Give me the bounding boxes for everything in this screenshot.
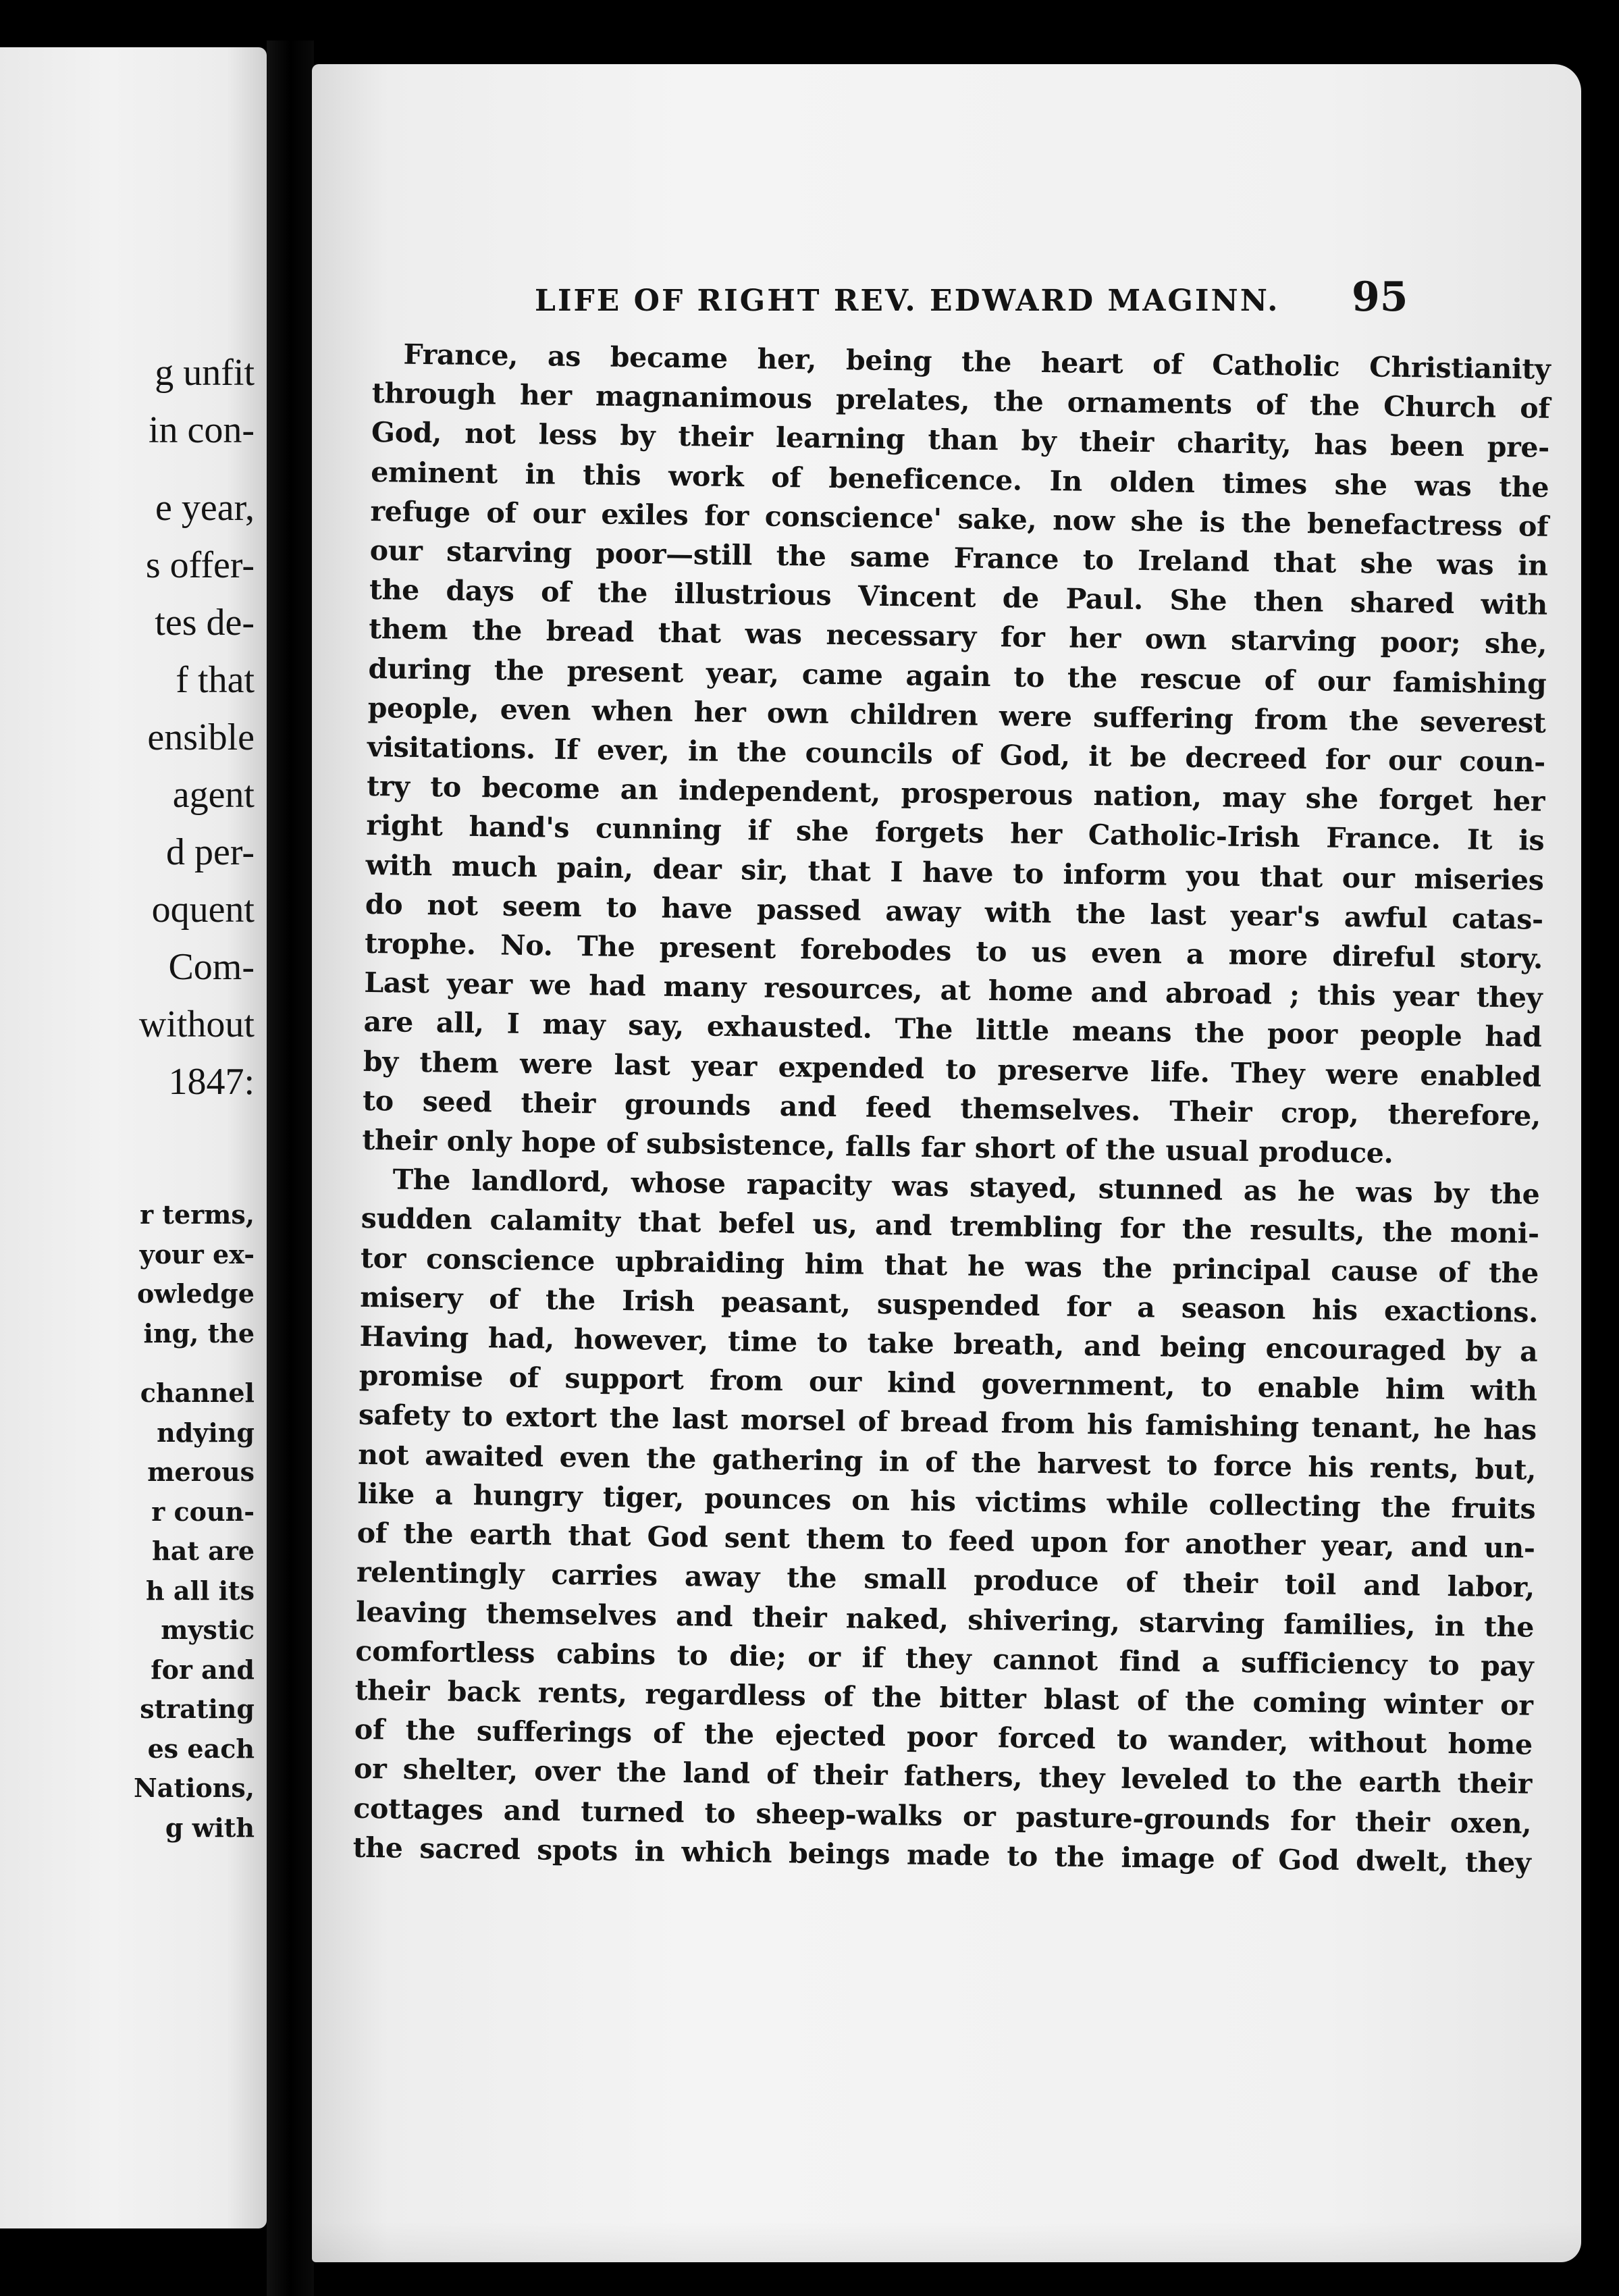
text-line: Last year we had many resources, at home and abroad ; this year they bbox=[364, 966, 1543, 1015]
left-page-fragment: Nations, bbox=[134, 1773, 255, 1803]
text-line: The landlord, whose rapacity was stayed, stunned as he was by the bbox=[392, 1163, 1540, 1211]
text-line: of the sufferings of the ejected poor forced to wander, without home bbox=[354, 1713, 1533, 1761]
left-page-fragment: f that bbox=[176, 659, 255, 701]
text-line: refuge of our exiles for conscience' sake, now she is the benefactress of bbox=[370, 494, 1549, 543]
text-line: Having had, however, time to take breath, and being encouraged by a bbox=[359, 1320, 1538, 1368]
left-page-fragment: oquent bbox=[151, 889, 255, 931]
left-page-fragment: d per- bbox=[165, 831, 255, 873]
left-page-fragment: without bbox=[138, 1003, 255, 1045]
left-page-fragment: e year, bbox=[155, 487, 255, 529]
text-line: visitations. If ever, in the councils of God, it be decreed for our coun- bbox=[367, 730, 1546, 779]
left-page-fragment: ensible bbox=[147, 716, 255, 758]
text-line: tor conscience upbraiding him that he was the principal cause of the bbox=[360, 1241, 1539, 1290]
text-line: or shelter, over the land of their fathers, they leveled to the earth their bbox=[353, 1752, 1533, 1800]
left-page-fragment: s offer- bbox=[145, 544, 255, 586]
text-line: by them were last year expended to preserve life. They were enabled bbox=[363, 1045, 1542, 1093]
body-text bbox=[352, 334, 1551, 1883]
left-page-fragment: r terms, bbox=[140, 1199, 255, 1230]
main-page bbox=[312, 64, 1581, 2262]
text-line: people, even when her own children were suffering from the severest bbox=[367, 691, 1546, 739]
text-line: to seed their grounds and feed themselves. Their crop, therefore, bbox=[362, 1084, 1541, 1132]
text-line: trophe. No. The present forebodes to us even a more direful story. bbox=[364, 927, 1543, 975]
text-line: the sacred spots in which beings made to the image of God dwelt, they bbox=[352, 1831, 1531, 1879]
text-line: not awaited even the gathering in of the harvest to force his rents, but, bbox=[357, 1438, 1537, 1486]
left-page-fragment: h all its bbox=[146, 1575, 255, 1606]
left-page-fragment: tes de- bbox=[155, 602, 255, 644]
text-line: with much pain, dear sir, that I have to inform you that our miseries bbox=[365, 848, 1544, 897]
left-page-fragment: channel bbox=[140, 1378, 255, 1408]
text-line: of the earth that God sent them to feed upon for another year, and un- bbox=[356, 1516, 1535, 1565]
left-page-fragment: in con- bbox=[148, 409, 255, 451]
left-page-fragment: g unfit bbox=[155, 352, 255, 394]
text-line: try to become an independent, prosperous nation, may she forget her bbox=[366, 770, 1545, 818]
text-line: leaving themselves and their naked, shivering, starving families, in the bbox=[355, 1595, 1535, 1644]
text-line: through her magnanimous prelates, the ornaments of the Church of bbox=[371, 377, 1551, 425]
text-line: like a hungry tiger, pounces on his victims while collecting the fruits bbox=[357, 1477, 1536, 1525]
left-page-fragment: es each bbox=[147, 1733, 255, 1764]
left-page-fragment bbox=[139, 459, 255, 479]
text-line: misery of the Irish peasant, suspended for a season his exactions. bbox=[360, 1280, 1539, 1329]
left-page-fragment: r coun- bbox=[151, 1496, 255, 1527]
text-line: are all, I may say, exhausted. The little means the poor people had bbox=[363, 1006, 1542, 1054]
book-gutter bbox=[267, 41, 314, 2296]
text-line: France, as became her, being the heart of Catholic Christianity bbox=[403, 338, 1551, 386]
text-line: promise of support from our kind government, to enable him with bbox=[359, 1359, 1537, 1407]
left-page-fragment: Com- bbox=[168, 946, 255, 988]
left-page-fragment: your ex- bbox=[139, 1238, 255, 1270]
text-line: during the present year, came again to the rescue of our famishing bbox=[368, 652, 1547, 700]
text-line: comfortless cabins to die; or if they cannot find a sufficiency to pay bbox=[355, 1634, 1534, 1683]
text-line: cottages and turned to sheep-walks or pasture-grounds for their oxen, bbox=[353, 1792, 1532, 1840]
text-line: right hand's cunning if she forgets her Catholic-Irish France. It is bbox=[366, 809, 1545, 858]
left-page-fragment: merous bbox=[147, 1457, 255, 1487]
page-number: 95 bbox=[1352, 273, 1408, 321]
left-page-fragment: hat are bbox=[152, 1536, 255, 1566]
text-line: the days of the illustrious Vincent de Paul. She then shared with bbox=[369, 573, 1548, 622]
text-line: do not seem to have passed away with the last year's awful catas- bbox=[365, 887, 1544, 936]
left-page-fragment: mystic bbox=[161, 1615, 255, 1645]
left-page-fragment: ndying bbox=[157, 1417, 255, 1448]
text-line: our starving poor—still the same France to Ireland that she was in bbox=[369, 533, 1548, 582]
text-line: safety to extort the last morsel of bread from his famishing tenant, he has bbox=[358, 1399, 1537, 1447]
left-page-fragment: 1847: bbox=[168, 1061, 255, 1103]
left-page-fragment: owledge bbox=[137, 1278, 255, 1309]
text-line: their only hope of subsistence, falls far short of the usual produce. bbox=[362, 1123, 1394, 1170]
text-line: sudden calamity that befel us, and trembling for the results, the moni- bbox=[361, 1202, 1540, 1251]
left-page-fragment: ing, the bbox=[143, 1317, 255, 1349]
left-facing-page bbox=[0, 47, 267, 2228]
text-line: their back rents, regardless of the bitter blast of the coming winter or bbox=[354, 1673, 1533, 1722]
text-line: them the bread that was necessary for her own starving poor; she, bbox=[368, 612, 1547, 661]
text-line: God, not less by their learning than by their charity, has been pre- bbox=[371, 416, 1550, 465]
left-page-fragment: for and bbox=[151, 1654, 255, 1685]
left-page-small-text bbox=[134, 1195, 255, 1848]
text-line: eminent in this work of beneficence. In olden times she was the bbox=[371, 455, 1549, 504]
left-page-fragment: g with bbox=[165, 1812, 255, 1843]
left-page-large-text bbox=[139, 344, 255, 1111]
left-page-fragment: strating bbox=[140, 1694, 255, 1724]
text-line: relentingly carries away the small produce of their toil and labor, bbox=[356, 1556, 1535, 1604]
left-page-fragment bbox=[134, 1353, 255, 1374]
page-shadow bbox=[312, 2222, 1581, 2262]
left-page-fragment: agent bbox=[172, 774, 255, 816]
running-head: LIFE OF RIGHT REV. EDWARD MAGINN. bbox=[535, 284, 1280, 318]
